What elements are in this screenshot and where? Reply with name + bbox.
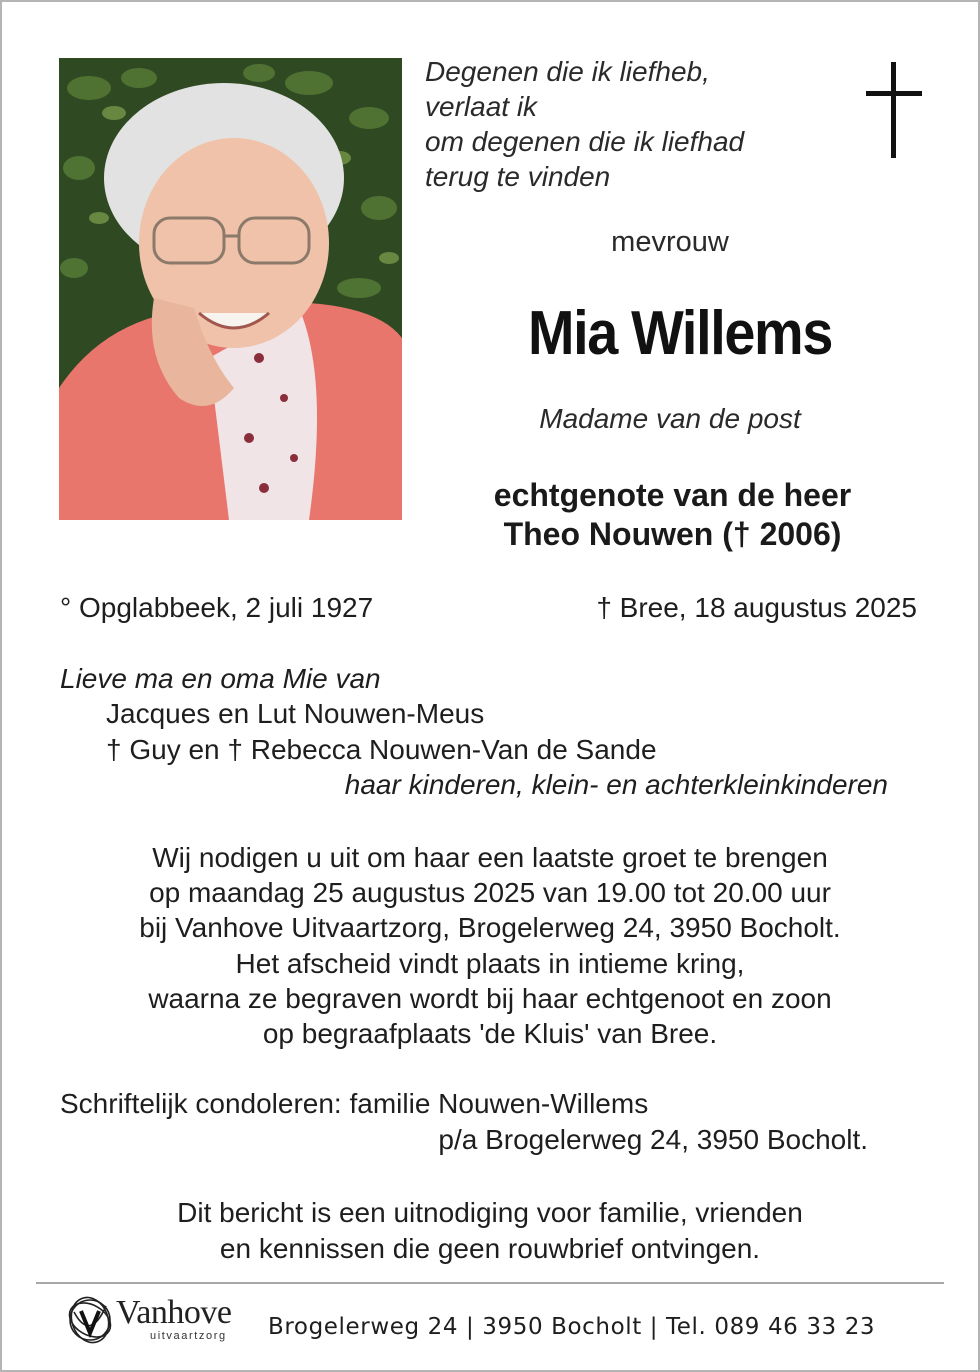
cross-icon [866, 62, 922, 158]
footer-contact: Brogelerweg 24 | 3950 Bocholt | Tel. 089 46 33 23 [268, 1314, 876, 1340]
invitation-line: waarna ze begraven wordt bij haar echtgenoot en zoon [148, 982, 832, 1014]
notice-line: Dit bericht is een uitnodiging voor familie, vrienden [177, 1197, 803, 1228]
deceased-name: Mia Willems [527, 299, 833, 368]
family-intro: Lieve ma en oma Mie van [60, 663, 381, 694]
spouse-line: Theo Nouwen († 2006) [503, 516, 842, 552]
condolence-line: Schriftelijk condoleren: familie Nouwen-Willems [60, 1088, 649, 1119]
divider [36, 1282, 944, 1284]
invitation-text [40, 840, 940, 1051]
invitation-line: Wij nodigen u uit om haar een laatste groet te brengen [152, 842, 828, 873]
notice-line: en kennissen die geen rouwbrief ontvingen. [219, 1232, 761, 1264]
death-info: † Bree, 18 augustus 2025 [596, 592, 917, 623]
notice-text [40, 1195, 940, 1266]
poem-line: terug te vinden [425, 161, 611, 192]
portrait-photo [59, 58, 402, 520]
invitation-line: op begraafplaats 'de Kluis' van Bree. [262, 1018, 718, 1050]
invitation-line: Het afscheid vindt plaats in intieme kring, [235, 947, 745, 979]
poem-line: verlaat ik [425, 91, 538, 122]
nickname: Madame van de post [539, 403, 801, 434]
condolence-address: p/a Brogelerweg 24, 3950 Bocholt. [438, 1124, 868, 1155]
logo-name: Vanhove [116, 1294, 232, 1331]
birth-info: ° Opglabbeek, 2 juli 1927 [60, 592, 374, 623]
title-prefix: mevrouw [611, 226, 729, 258]
logo-subtitle: uitvaartzorg [150, 1330, 227, 1342]
spouse-line: echtgenote van de heer [493, 477, 852, 513]
invitation-line: bij Vanhove Uitvaartzorg, Brogelerweg 24, 3950 Bocholt. [139, 912, 841, 944]
poem-line: Degenen die ik liefheb, [425, 56, 710, 87]
invitation-line: op maandag 25 augustus 2025 van 19.00 tot 20.00 uur [149, 877, 831, 909]
spouse-info [420, 476, 925, 554]
family-line: haar kinderen, klein- en achterkleinkinderen [344, 769, 888, 800]
poem-line: om degenen die ik liefhad [425, 126, 745, 157]
poem [425, 54, 845, 194]
family-line: † Guy en † Rebecca Nouwen-Van de Sande [106, 734, 657, 765]
family-line: Jacques en Lut Nouwen-Meus [106, 698, 485, 729]
